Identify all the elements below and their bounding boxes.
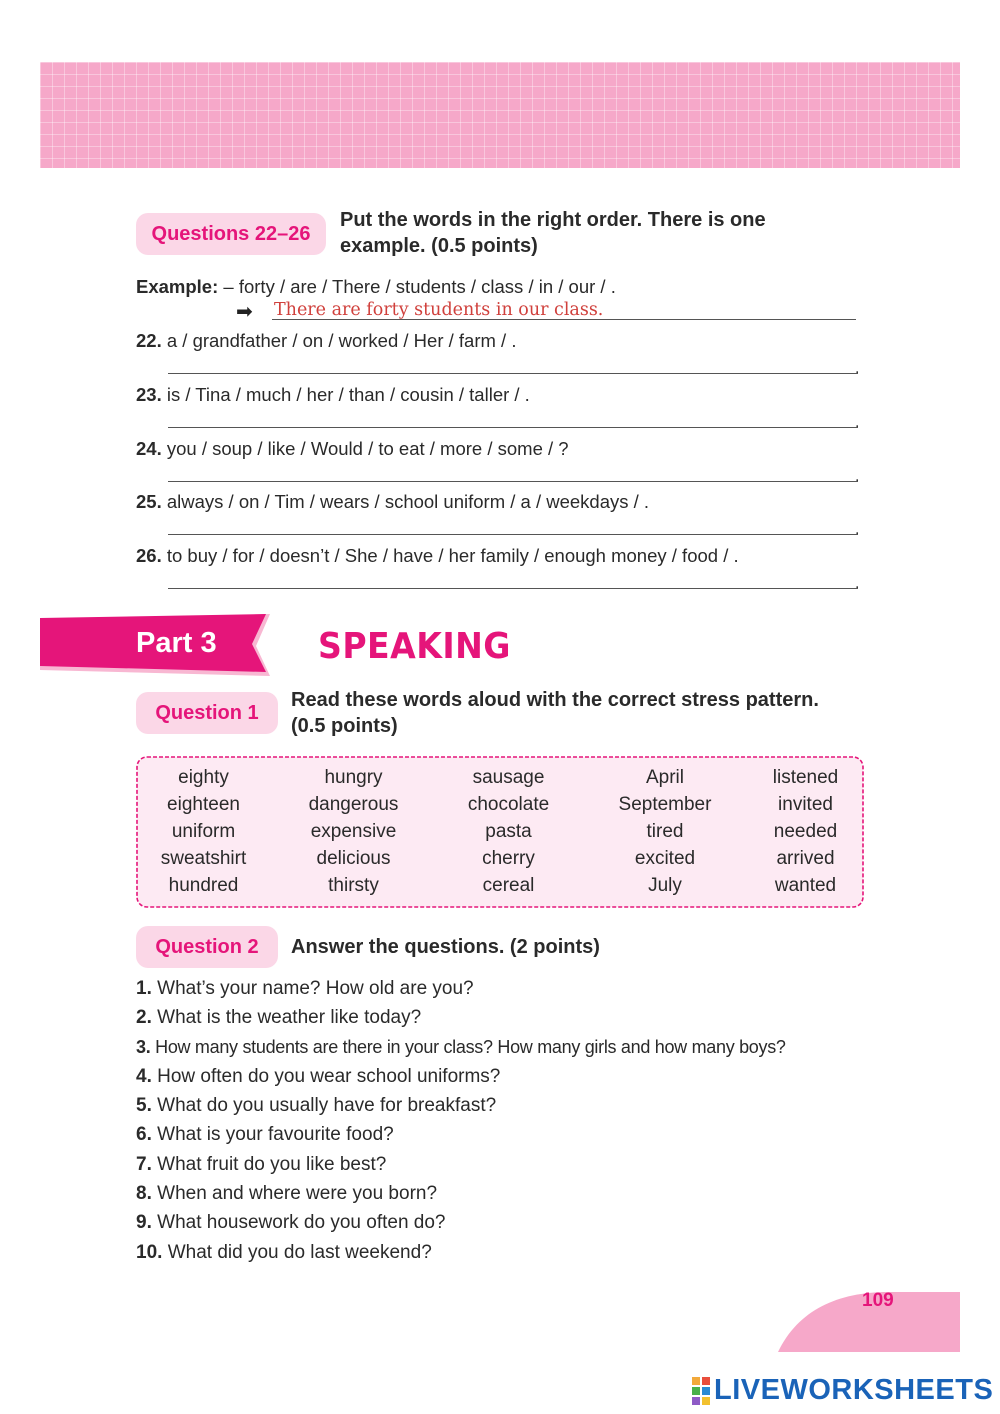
example-line <box>136 276 616 298</box>
question-23 <box>136 384 530 406</box>
item-number: 2. <box>136 1007 152 1029</box>
question-22 <box>136 330 516 352</box>
word: needed <box>773 821 838 842</box>
word: cereal <box>482 875 535 896</box>
list-item <box>136 1150 786 1179</box>
question-26-num: 26. <box>136 545 162 566</box>
liveworksheets-logo[interactable] <box>692 1374 993 1407</box>
word: sausage <box>472 767 545 788</box>
question-22-num: 22. <box>136 330 162 351</box>
right-arrow-icon: ➡ <box>236 301 253 323</box>
question-23-num: 23. <box>136 384 162 405</box>
word: invited <box>778 794 833 815</box>
item-text: How often do you wear school uniforms? <box>157 1065 501 1087</box>
question-24-text: you / soup / like / Would / to eat / more / some / ? <box>166 438 569 459</box>
item-number: 3. <box>136 1036 151 1057</box>
question-23-text: is / Tina / much / her / than / cousin / taller / . <box>166 384 530 405</box>
answer-line-23[interactable] <box>168 427 858 428</box>
list-item <box>136 1120 786 1149</box>
word: hundred <box>168 875 239 896</box>
question-26 <box>136 545 739 567</box>
question-1-pill: Question 1 <box>136 692 278 734</box>
word: listened <box>772 767 839 788</box>
brand-text: LIVEWORKSHEETS <box>714 1374 994 1406</box>
item-text: What fruit do you like best? <box>157 1153 387 1175</box>
word: thirsty <box>328 875 379 896</box>
questions-22-26-instruction: Put the words in the right order. There is one example. (0.5 points) <box>340 209 766 257</box>
word: chocolate <box>467 794 550 815</box>
item-number: 7. <box>136 1153 152 1175</box>
word: tired <box>646 821 684 842</box>
item-number: 6. <box>136 1124 152 1146</box>
word: cherry <box>482 848 535 869</box>
answer-dot-24: . <box>855 468 860 485</box>
answer-dot-26: . <box>855 575 860 592</box>
example-answer: There are forty students in our class. <box>274 300 604 320</box>
word: September <box>618 794 712 815</box>
header-band <box>40 62 960 168</box>
list-item <box>136 1062 786 1091</box>
item-number: 4. <box>136 1065 152 1087</box>
list-item <box>136 1003 786 1032</box>
item-text: What do you usually have for breakfast? <box>157 1095 497 1117</box>
word: eighteen <box>167 794 240 815</box>
question-26-text: to buy / for / doesn’t / She / have / her family / enough money / food / . <box>166 545 739 566</box>
question-2-pill: Question 2 <box>136 926 278 968</box>
word: expensive <box>310 821 397 842</box>
list-item <box>136 1179 786 1208</box>
page-number: 109 <box>862 1290 894 1311</box>
answer-line-26[interactable] <box>168 588 858 589</box>
item-number: 5. <box>136 1095 152 1117</box>
question-25-num: 25. <box>136 491 162 512</box>
word: delicious <box>316 848 391 869</box>
speaking-title: SPEAKING <box>318 626 511 667</box>
answer-line-22[interactable] <box>168 373 858 374</box>
question-1-instruction: Read these words aloud with the correct stress pattern. (0.5 points) <box>291 689 819 737</box>
word: July <box>648 875 682 896</box>
word: uniform <box>171 821 236 842</box>
item-text: What did you do last weekend? <box>167 1241 432 1263</box>
word: April <box>645 767 684 788</box>
question-24 <box>136 438 569 460</box>
question-22-text: a / grandfather / on / worked / Her / farm / . <box>166 330 517 351</box>
answer-dot-25: . <box>855 521 860 538</box>
part-label: Part 3 <box>136 627 217 659</box>
question-25-text: always / on / Tim / wears / school uniform / a / weekdays / . <box>166 491 650 512</box>
example-label: Example: <box>136 276 219 297</box>
word: eighty <box>178 767 229 788</box>
list-item <box>136 1238 786 1267</box>
word: dangerous <box>308 794 399 815</box>
list-item <box>136 974 786 1003</box>
answer-dot-23: . <box>855 414 860 431</box>
item-text: What’s your name? How old are you? <box>157 978 474 999</box>
item-text: What is your favourite food? <box>157 1124 394 1146</box>
item-number: 8. <box>136 1183 152 1205</box>
item-number: 9. <box>136 1212 152 1234</box>
list-item <box>136 1208 786 1237</box>
word: pasta <box>485 821 532 842</box>
questions-22-26-pill: Questions 22–26 <box>136 213 326 255</box>
logo-grid-icon <box>692 1377 710 1405</box>
question-25 <box>136 491 649 513</box>
word: sweatshirt <box>160 848 247 869</box>
answer-line-25[interactable] <box>168 534 858 535</box>
example-prompt: – forty / are / There / students / class / in / our / . <box>223 276 616 297</box>
word: arrived <box>776 848 835 869</box>
answer-line-24[interactable] <box>168 481 858 482</box>
word: hungry <box>324 767 383 788</box>
list-item <box>136 1091 786 1120</box>
word-grid <box>136 764 862 900</box>
item-text: When and where were you born? <box>157 1183 438 1205</box>
question-2-instruction: Answer the questions. (2 points) <box>291 936 600 958</box>
list-item <box>136 1033 786 1062</box>
item-number: 10. <box>136 1241 163 1263</box>
word: wanted <box>774 875 837 896</box>
item-text: What housework do you often do? <box>157 1212 446 1234</box>
word: excited <box>634 848 696 869</box>
example-answer-line <box>272 319 856 320</box>
question-24-num: 24. <box>136 438 162 459</box>
question-2-list <box>136 974 786 1267</box>
item-text: How many students are there in your class? How many girls and how many boys? <box>155 1036 786 1057</box>
item-number: 1. <box>136 978 152 999</box>
answer-dot-22: . <box>855 360 860 377</box>
item-text: What is the weather like today? <box>157 1007 422 1029</box>
